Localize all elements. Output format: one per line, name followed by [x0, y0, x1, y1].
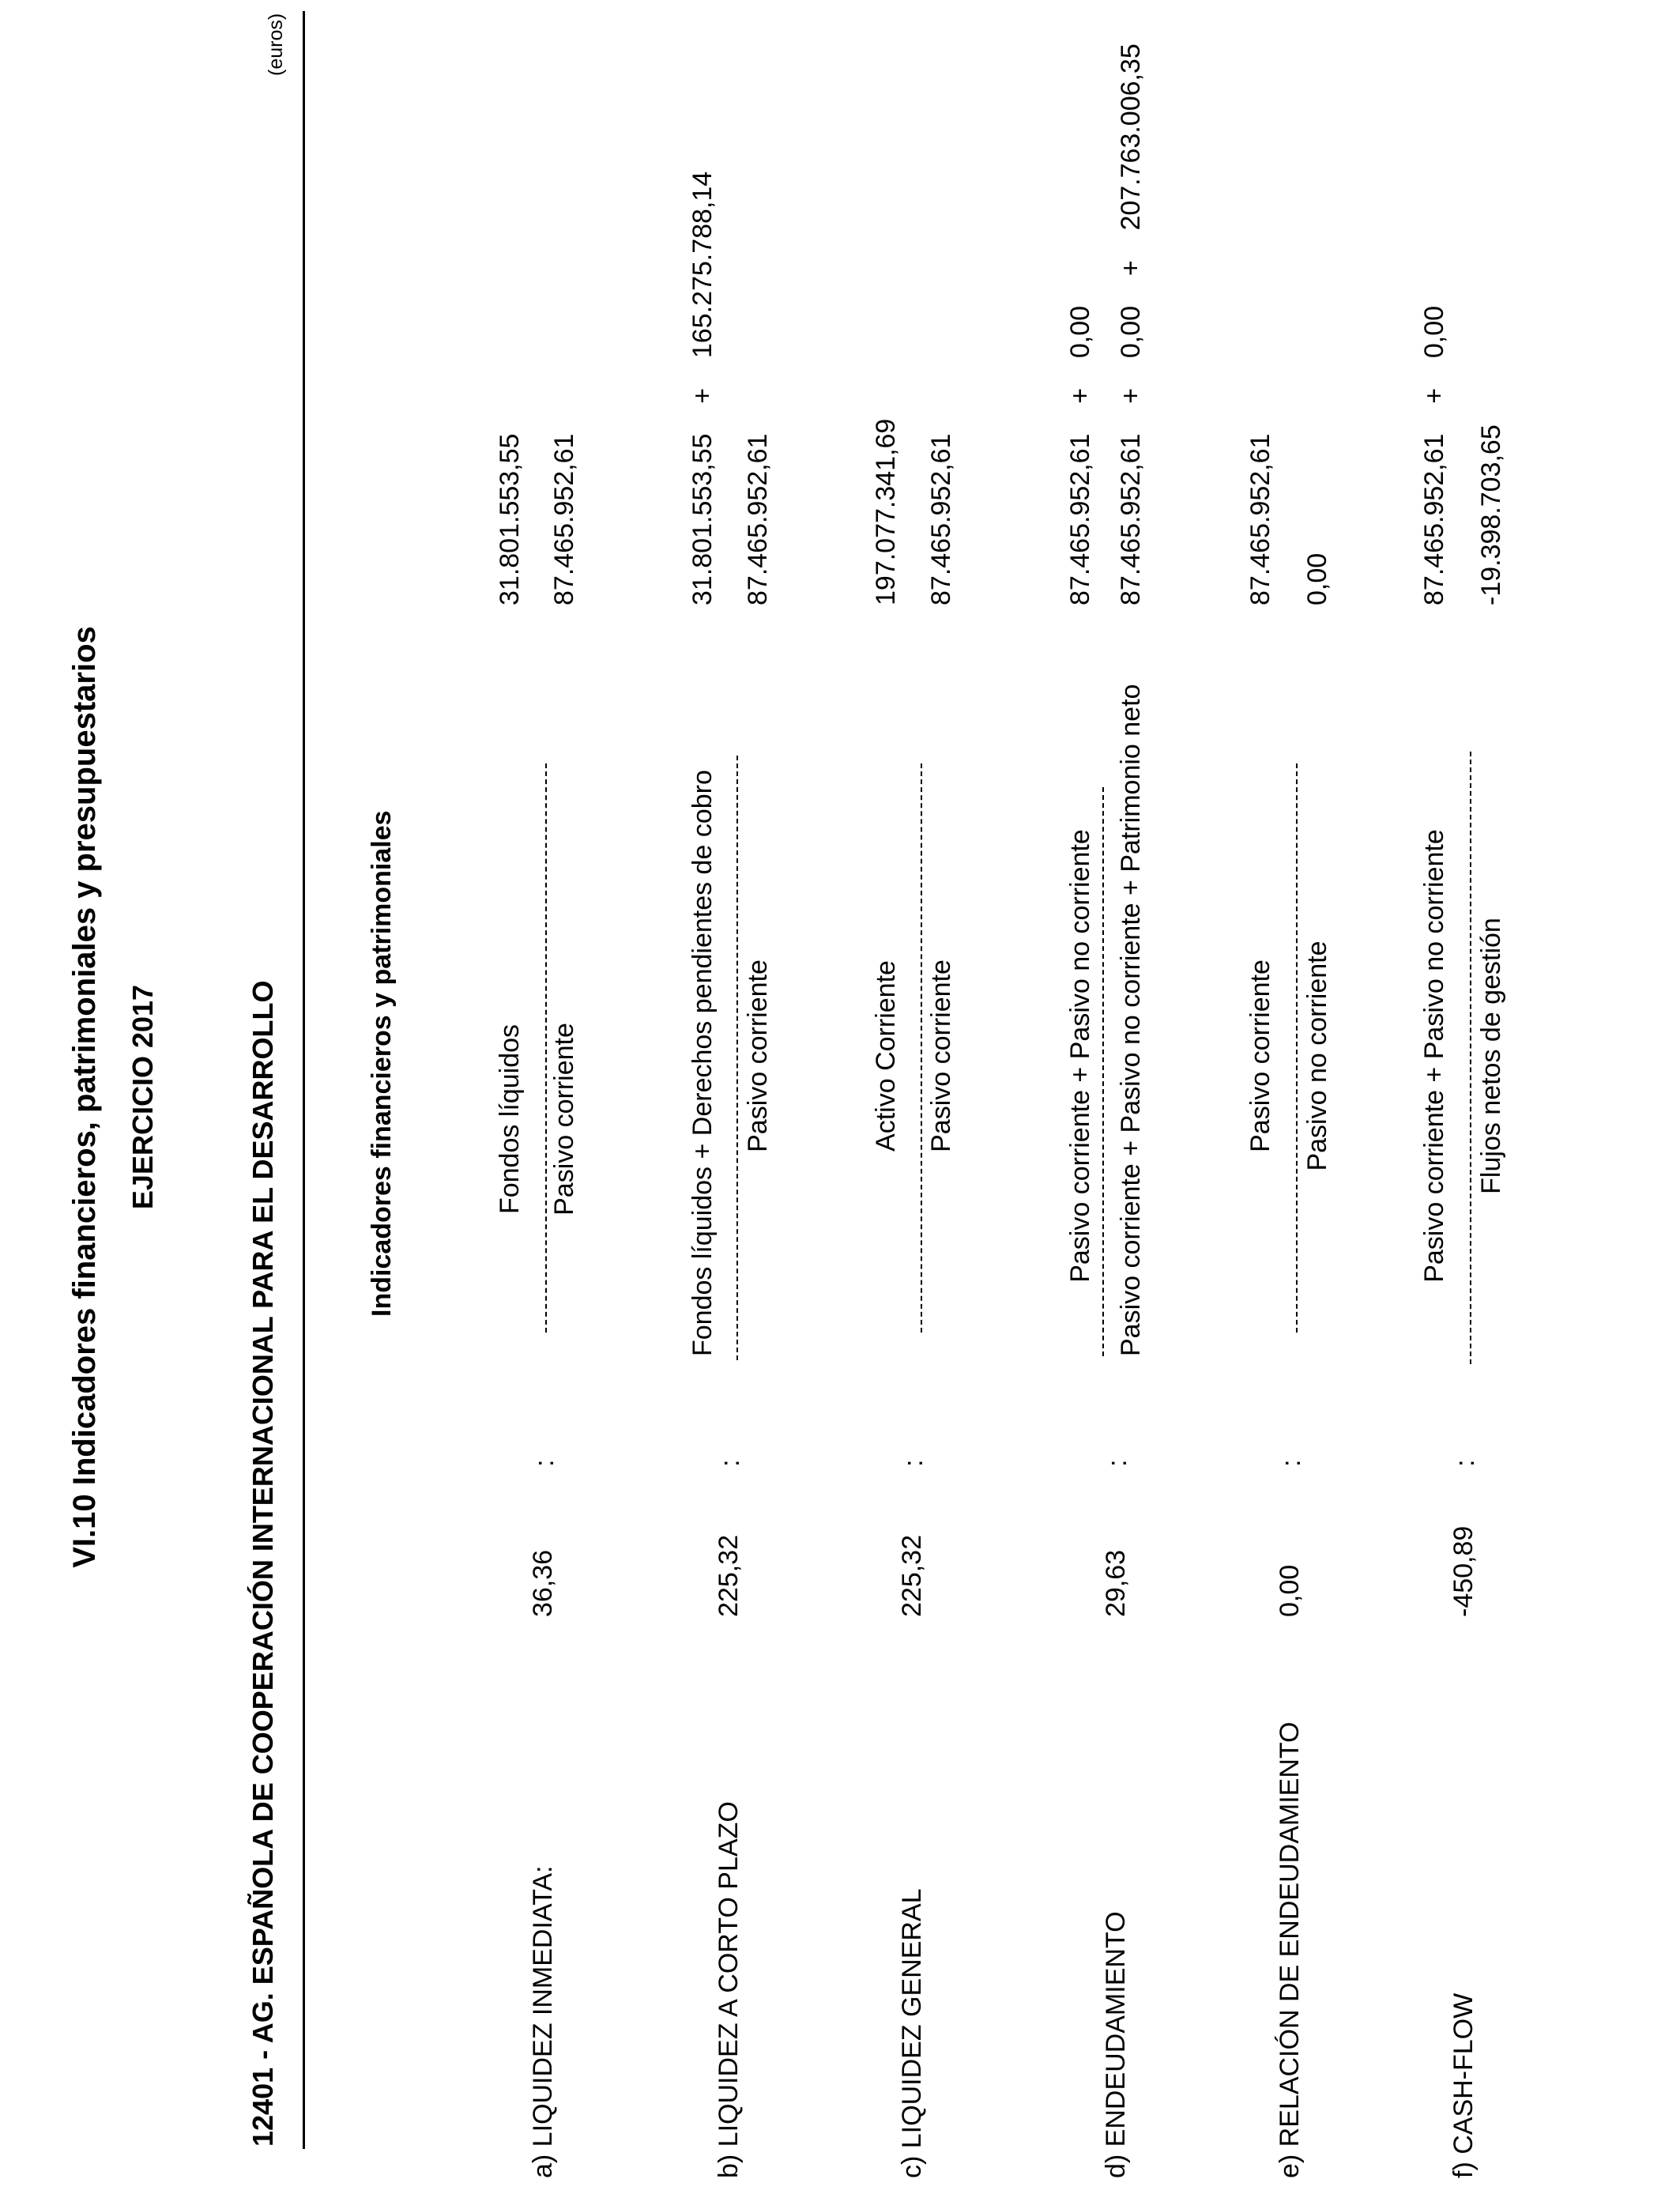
fraction-line	[545, 763, 547, 1333]
section-title: Indicadores financieros y patrimoniales	[367, 810, 397, 1317]
formula-denominator: Pasivo corriente + Pasivo no corriente + Patrimonio neto	[1116, 684, 1146, 1356]
formula-denominator: Flujos netos de gestión	[1476, 918, 1506, 1194]
denominator-values: -19.398.703,65	[1476, 424, 1506, 605]
exercise-title: EJERCICIO 2017	[126, 984, 159, 1210]
formula-denominator: Pasivo no corriente	[1302, 941, 1332, 1171]
fraction-line	[1470, 752, 1471, 1364]
indicator-colon: :	[1450, 1459, 1480, 1467]
indicator-colon: :	[1102, 1459, 1132, 1467]
formula-numerator: Pasivo corriente + Pasivo no corriente	[1419, 829, 1449, 1283]
numerator-values: 31.801.553,55	[495, 433, 525, 605]
denominator-values: 87.465.952,61	[549, 433, 579, 605]
indicator-label: f) CASH-FLOW	[1448, 1992, 1478, 2178]
fraction-line	[736, 756, 738, 1360]
indicator-value: 225,32	[897, 1535, 927, 1617]
fraction-line	[921, 763, 922, 1333]
fraction-line	[1102, 787, 1104, 1356]
indicator-colon: :	[715, 1459, 745, 1467]
indicator-colon: :	[529, 1459, 559, 1467]
denominator-values: 0,00	[1302, 552, 1332, 605]
header-rule	[303, 11, 305, 2149]
formula-numerator: Pasivo corriente	[1245, 959, 1275, 1152]
numerator-values: 87.465.952,61	[1245, 433, 1275, 605]
page-title: VI.10 Indicadores financieros, patrimoniales y presupuestarios	[67, 626, 102, 1568]
formula-numerator: Fondos líquidos	[495, 1023, 525, 1215]
indicator-label: c) LIQUIDEZ GENERAL	[897, 1888, 927, 2178]
formula-numerator: Activo Corriente	[871, 960, 901, 1152]
entity-title: 12401 - AG. ESPAÑOLA DE COOPERACIÓN INTERNACIONAL PARA EL DESARROLLO	[247, 980, 279, 2147]
formula-denominator: Pasivo corriente	[549, 1023, 579, 1216]
fraction-line	[1296, 763, 1298, 1333]
indicator-label: e) RELACIÓN DE ENDEUDAMIENTO	[1275, 1721, 1305, 2178]
formula-denominator: Pasivo corriente	[743, 959, 773, 1152]
indicator-value: 225,32	[714, 1535, 744, 1617]
indicator-value: 36,36	[528, 1549, 558, 1617]
indicator-value: -450,89	[1448, 1525, 1478, 1617]
numerator-values: 197.077.341,69	[871, 418, 901, 605]
denominator-values: 87.465.952,61	[926, 433, 956, 605]
indicator-label: d) ENDEUDAMIENTO	[1101, 1911, 1131, 2178]
numerator-values: 87.465.952,61 + 0,00	[1419, 305, 1449, 605]
indicator-colon: :	[898, 1459, 929, 1467]
indicator-value: 29,63	[1101, 1549, 1131, 1617]
formula-denominator: Pasivo corriente	[926, 959, 956, 1152]
denominator-values: 87.465.952,61	[743, 433, 773, 605]
numerator-values: 87.465.952,61 + 0,00	[1065, 305, 1095, 605]
indicator-value: 0,00	[1275, 1564, 1305, 1617]
formula-numerator: Pasivo corriente + Pasivo no corriente	[1065, 829, 1095, 1283]
numerator-values: 31.801.553,55 + 165.275.788,14	[687, 171, 718, 605]
indicator-label: b) LIQUIDEZ A CORTO PLAZO	[714, 1801, 744, 2178]
formula-numerator: Fondos líquidos + Derechos pendientes de cobro	[687, 770, 718, 1356]
indicator-label: a) LIQUIDEZ INMEDIATA:	[528, 1865, 558, 2178]
denominator-values: 87.465.952,61 + 0,00 + 207.763.006,35	[1116, 43, 1146, 605]
units-label: (euros)	[265, 13, 287, 76]
indicator-colon: :	[1276, 1459, 1306, 1467]
